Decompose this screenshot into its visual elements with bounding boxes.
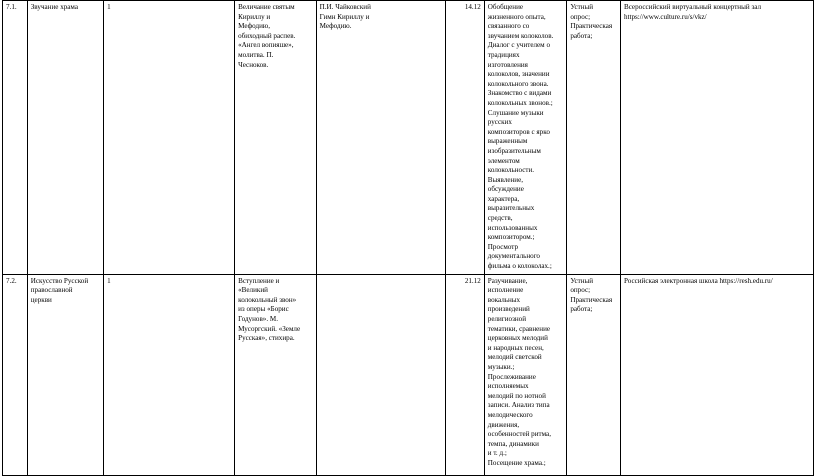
activity-line: выразительных	[487, 204, 535, 213]
lesson-hours-text: 1	[107, 3, 111, 11]
activity-line: Посещение храма.;	[487, 458, 546, 467]
activity-line: Диалог с учителем о	[487, 41, 550, 50]
resource-text: Всероссийский виртуальный концертный зал https://www.culture.ru/s/vkz/	[623, 3, 761, 21]
control-line: работа;	[570, 305, 593, 314]
activity-line: мелодического	[487, 410, 533, 419]
activity-types	[484, 1, 567, 275]
control-line: Устный	[570, 276, 594, 285]
lesson-title-text: Звучание храма	[30, 3, 79, 11]
lesson-title-line: православной	[30, 286, 73, 295]
activity-line: колокольных звонов.;	[487, 98, 553, 107]
activity-line: Разучивание,	[487, 276, 528, 285]
lesson-title-line: церкви	[30, 295, 52, 304]
listening-line: П.И. Чайковский	[319, 3, 371, 11]
song-line: Величание святым	[238, 3, 295, 11]
lesson-date	[445, 1, 484, 275]
activity-line: исполнение	[487, 286, 524, 295]
activity-line: изобразительным	[487, 146, 541, 155]
digital-resources	[620, 1, 813, 275]
lesson-date	[445, 274, 484, 475]
song-line: Кириллу и	[238, 12, 271, 21]
lesson-date-text: 14.12	[464, 3, 481, 11]
lesson-plan-table	[2, 0, 814, 476]
activity-line: особенностей ритма,	[487, 430, 551, 439]
activity-line: элементом	[487, 156, 520, 165]
activity-line: русских	[487, 118, 512, 127]
activity-line: обсуждение	[487, 185, 524, 194]
activity-line: движения,	[487, 420, 520, 429]
song-line: Мусоргский. «Земле	[238, 324, 301, 333]
song-line: «Великий	[238, 286, 268, 295]
lesson-hours	[104, 1, 235, 275]
lesson-title	[27, 274, 103, 475]
activity-line: темпа, динамики	[487, 439, 539, 448]
activity-line: характера,	[487, 194, 520, 203]
activity-line: колокольного звона.	[487, 79, 549, 88]
activity-line: связанного со	[487, 22, 530, 31]
control-line: работа;	[570, 31, 593, 40]
listening-line: Мефодию.	[319, 22, 352, 31]
activity-line: записи. Анализ типа	[487, 401, 550, 410]
song-line: Чесноков.	[238, 60, 269, 69]
lesson-hours	[104, 274, 235, 475]
song-line: из оперы «Борис	[238, 305, 289, 314]
activity-line: выраженным	[487, 137, 528, 146]
control-forms	[567, 1, 621, 275]
song-line: Вступление и	[238, 276, 280, 285]
activity-line: Просмотр	[487, 242, 519, 251]
song-line: обиходный распев.	[238, 31, 296, 40]
song-line: Мефодию,	[238, 22, 270, 31]
lesson-title-line: Искусство Русской	[30, 276, 89, 285]
resource-text: Российская электронная школа https://resh.edu.ru/	[623, 276, 773, 285]
lesson-number-text: 7.2.	[6, 276, 17, 285]
listening-repertoire	[316, 274, 445, 475]
control-line: Практическая	[570, 295, 613, 304]
song-line: колокольный звон»	[238, 295, 297, 304]
control-line: опрос;	[570, 286, 591, 295]
activity-line: тематики, сравнение	[487, 324, 551, 333]
activity-line: произведений	[487, 305, 530, 314]
lesson-number	[3, 1, 28, 275]
digital-resources	[620, 274, 813, 475]
listening-line: Гимн Кириллу и	[319, 12, 370, 21]
activity-line: Выявление,	[487, 175, 524, 184]
activity-line: мелодий по нотной	[487, 391, 546, 400]
lesson-date-text: 21.12	[464, 276, 481, 285]
song-repertoire	[235, 274, 317, 475]
activity-line: фильма о колоколах.;	[487, 262, 552, 271]
activity-types	[484, 274, 567, 475]
control-line: опрос;	[570, 12, 591, 21]
control-line: Практическая	[570, 22, 613, 31]
activity-line: Слушание музыки	[487, 108, 544, 117]
activity-line: мелодий светской	[487, 353, 542, 362]
activity-line: документального	[487, 252, 540, 261]
activity-line: жизненного опыта,	[487, 12, 546, 21]
listening-repertoire	[316, 1, 445, 275]
activity-line: Прослеживание	[487, 372, 536, 381]
lesson-hours-text: 1	[107, 276, 111, 285]
activity-line: использованных	[487, 223, 538, 232]
activity-line: и т. д.;	[487, 449, 507, 458]
activity-line: композиторов с ярко	[487, 127, 550, 136]
control-forms	[567, 274, 621, 475]
activity-line: колокольности.	[487, 166, 535, 175]
lesson-number-text: 7.1.	[6, 3, 17, 11]
activity-line: колоколов, значении	[487, 70, 550, 79]
activity-line: звучанием колоколов.	[487, 31, 554, 40]
lesson-number	[3, 274, 28, 475]
activity-line: Знакомство с видами	[487, 89, 552, 98]
activity-line: Обобщение	[487, 3, 524, 11]
activity-line: музыки.;	[487, 362, 515, 371]
activity-line: и народных песен,	[487, 343, 544, 352]
table-row	[3, 274, 814, 475]
activity-line: вокальных	[487, 295, 521, 304]
song-line: молитва. П.	[238, 50, 274, 59]
song-line: Русская», стихира.	[238, 334, 295, 343]
table-row	[3, 1, 814, 275]
control-line: Устный	[570, 3, 594, 11]
song-repertoire	[235, 1, 317, 275]
song-line: Годунов». М.	[238, 315, 278, 323]
activity-line: композитором.;	[487, 233, 535, 242]
activity-line: исполняемых	[487, 382, 529, 391]
lesson-title	[27, 1, 103, 275]
activity-line: традициях	[487, 50, 520, 59]
song-line: «Ангел вопияше»,	[238, 41, 294, 50]
activity-line: церковных мелодий	[487, 334, 548, 343]
activity-line: изготовления	[487, 60, 528, 69]
activity-line: религиозной	[487, 315, 527, 323]
activity-line: средств,	[487, 214, 513, 223]
